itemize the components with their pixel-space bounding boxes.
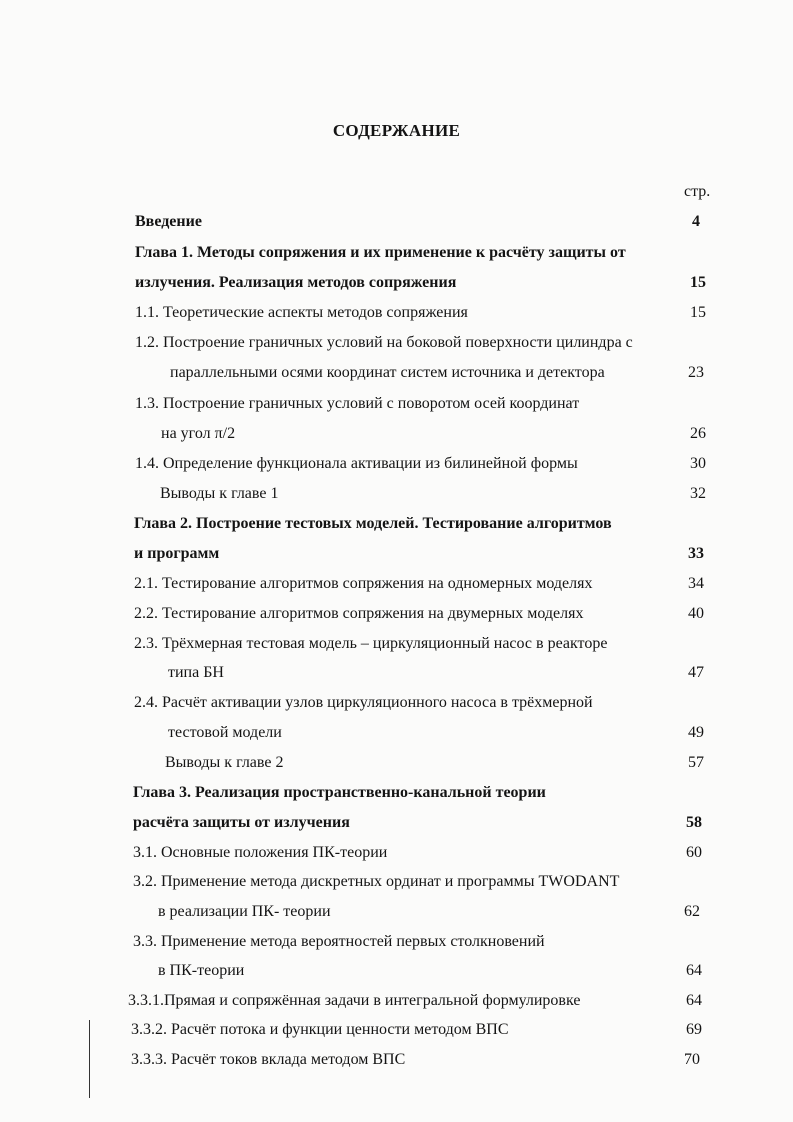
toc-entry-text: 2.1. Тестирование алгоритмов сопряжения на одномерных моделях bbox=[134, 575, 593, 592]
toc-entry-page: 64 bbox=[686, 992, 702, 1009]
scan-edge-mark bbox=[89, 1020, 90, 1098]
toc-entry-page: 64 bbox=[686, 962, 702, 979]
toc-entry-page: 69 bbox=[686, 1021, 702, 1038]
toc-entry-text: тестовой модели bbox=[168, 724, 282, 741]
toc-entry-page: 47 bbox=[688, 664, 704, 681]
toc-entry-page: 30 bbox=[690, 455, 706, 472]
toc-entry-page: 60 bbox=[686, 844, 702, 861]
toc-entry-text: на угол π/2 bbox=[161, 425, 236, 442]
toc-entry-text: типа БН bbox=[168, 664, 224, 681]
toc-entry-text: Глава 2. Построение тестовых моделей. Тестирование алгоритмов bbox=[134, 515, 612, 532]
toc-entry-text: 1.3. Построение граничных условий с поворотом осей координат bbox=[135, 395, 580, 412]
toc-entry-page: 32 bbox=[690, 485, 706, 502]
toc-entry-text: Глава 1. Методы сопряжения и их применение к расчёту защиты от bbox=[135, 244, 626, 261]
toc-entry-page: 57 bbox=[688, 754, 704, 771]
toc-entry-page: 40 bbox=[688, 605, 704, 622]
toc-entry-text: 1.1. Теоретические аспекты методов сопряжения bbox=[135, 304, 468, 321]
toc-entry-page: 15 bbox=[690, 274, 706, 291]
toc-entry-text: 1.4. Определение функционала активации из билинейной формы bbox=[135, 455, 578, 472]
toc-entry-text: и программ bbox=[134, 545, 220, 562]
toc-entry-page: 4 bbox=[692, 213, 700, 230]
toc-entry-text: 1.2. Построение граничных условий на боковой поверхности цилиндра с bbox=[135, 334, 633, 351]
toc-entry-text: Глава 3. Реализация пространственно-канальной теории bbox=[133, 784, 546, 801]
toc-entry-text: расчёта защиты от излучения bbox=[133, 814, 350, 831]
page-column-label: стр. bbox=[684, 183, 711, 200]
toc-entry-page: 70 bbox=[684, 1051, 700, 1068]
toc-entry-page: 34 bbox=[688, 575, 704, 592]
toc-entry-text: в ПК-теории bbox=[158, 962, 245, 979]
toc-entry-page: 23 bbox=[688, 364, 704, 381]
toc-entry-text: в реализации ПК- теории bbox=[158, 903, 331, 920]
toc-entry-text: 3.3. Применение метода вероятностей первых столкновений bbox=[133, 933, 545, 950]
toc-entry-text: 3.1. Основные положения ПК-теории bbox=[133, 844, 388, 861]
toc-entry-text: 2.2. Тестирование алгоритмов сопряжения на двумерных моделях bbox=[134, 605, 584, 622]
toc-entry-page: 62 bbox=[684, 903, 700, 920]
toc-entry-page: 26 bbox=[690, 425, 706, 442]
toc-entry-page: 58 bbox=[686, 814, 702, 831]
toc-entry-page: 33 bbox=[688, 545, 704, 562]
toc-entry-text: 3.2. Применение метода дискретных ординат и программы TWODANT bbox=[133, 873, 620, 890]
toc-entry-text: Выводы к главе 1 bbox=[160, 485, 279, 502]
page-title: СОДЕРЖАНИЕ bbox=[332, 121, 461, 140]
toc-entry-text: 3.3.2. Расчёт потока и функции ценности методом ВПС bbox=[131, 1021, 509, 1038]
toc-entry-text: параллельными осями координат систем источника и детектора bbox=[170, 364, 605, 381]
toc-entry-page: 49 bbox=[688, 724, 704, 741]
toc-entry-text: 3.3.1.Прямая и сопряжённая задачи в интегральной формулировке bbox=[128, 992, 581, 1009]
toc-entry-text: Введение bbox=[135, 213, 202, 230]
toc-entry-text: Выводы к главе 2 bbox=[165, 754, 284, 771]
toc-entry-page: 15 bbox=[690, 304, 706, 321]
toc-entry-text: 2.3. Трёхмерная тестовая модель – циркуляционный насос в реакторе bbox=[134, 635, 608, 652]
toc-entry-text: 3.3.3. Расчёт токов вклада методом ВПС bbox=[131, 1051, 406, 1068]
toc-entry-text: излучения. Реализация методов сопряжения bbox=[135, 274, 457, 291]
toc-entry-text: 2.4. Расчёт активации узлов циркуляционного насоса в трёхмерной bbox=[134, 694, 593, 711]
